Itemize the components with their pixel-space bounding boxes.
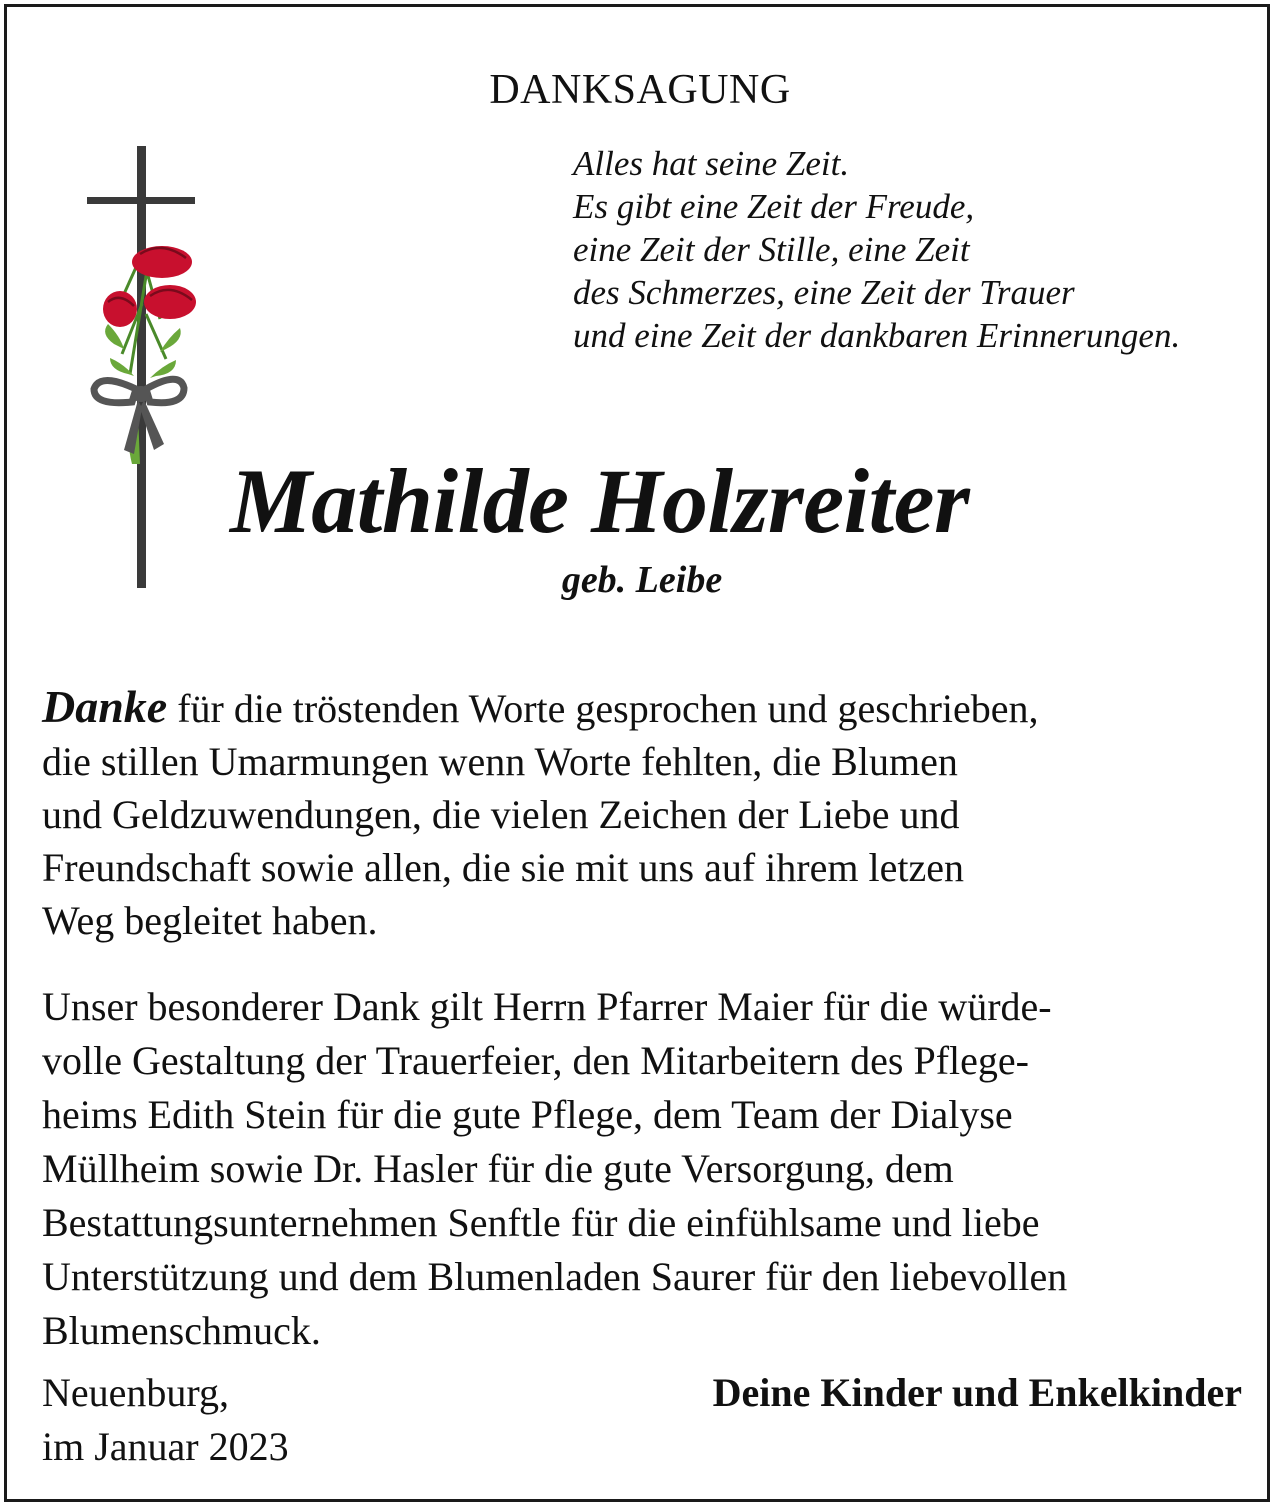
place: Neuenburg, [42,1370,229,1415]
thanks-line: Freundschaft sowie allen, die sie mit uns auf ihrem letzen [42,845,964,890]
special-thanks-line: Unterstützung und dem Blumenladen Saurer für den liebevollen [42,1254,1068,1299]
special-thanks-line: Müllheim sowie Dr. Hasler für die gute Versorgung, dem [42,1146,954,1191]
thanks-paragraph [42,680,1039,947]
deceased-name: Mathilde Holzreiter [230,450,970,552]
cross-with-roses-icon [80,144,210,590]
poem-verse [573,142,1180,357]
poem-line: Es gibt eine Zeit der Freude, [573,187,975,226]
special-thanks-line: Bestattungsunternehmen Senftle für die einfühlsame und liebe [42,1200,1040,1245]
thanks-line: die stillen Umarmungen wenn Worte fehlten, die Blumen [42,739,958,784]
maiden-name: geb. Leibe [561,559,723,601]
poem-line: Alles hat seine Zeit. [573,144,850,183]
notice-heading: DANKSAGUNG [489,67,791,113]
poem-line: eine Zeit der Stille, eine Zeit [573,230,970,269]
special-thanks-paragraph [42,980,1067,1358]
poem-line: des Schmerzes, eine Zeit der Trauer [573,273,1075,312]
thanks-line: und Geldzuwendungen, die vielen Zeichen der Liebe und [42,792,960,837]
place-and-date [42,1366,289,1474]
special-thanks-line: Blumenschmuck. [42,1308,321,1353]
special-thanks-line: volle Gestaltung der Trauerfeier, den Mitarbeitern des Pflege- [42,1038,1029,1083]
signature: Deine Kinder und Enkelkinder [712,1370,1242,1415]
thanks-line: Weg begleitet haben. [42,898,378,943]
date: im Januar 2023 [42,1424,289,1469]
thanks-line [42,680,1039,735]
danke-word: Danke [42,681,168,732]
thanks-line-rest: für die tröstenden Worte gesprochen und geschrieben, [167,686,1039,731]
poem-line: und eine Zeit der dankbaren Erinnerungen. [573,316,1181,355]
special-thanks-line: Unser besonderer Dank gilt Herrn Pfarrer Maier für die würde- [42,984,1052,1029]
special-thanks-line: heims Edith Stein für die gute Pflege, dem Team der Dialyse [42,1092,1013,1137]
